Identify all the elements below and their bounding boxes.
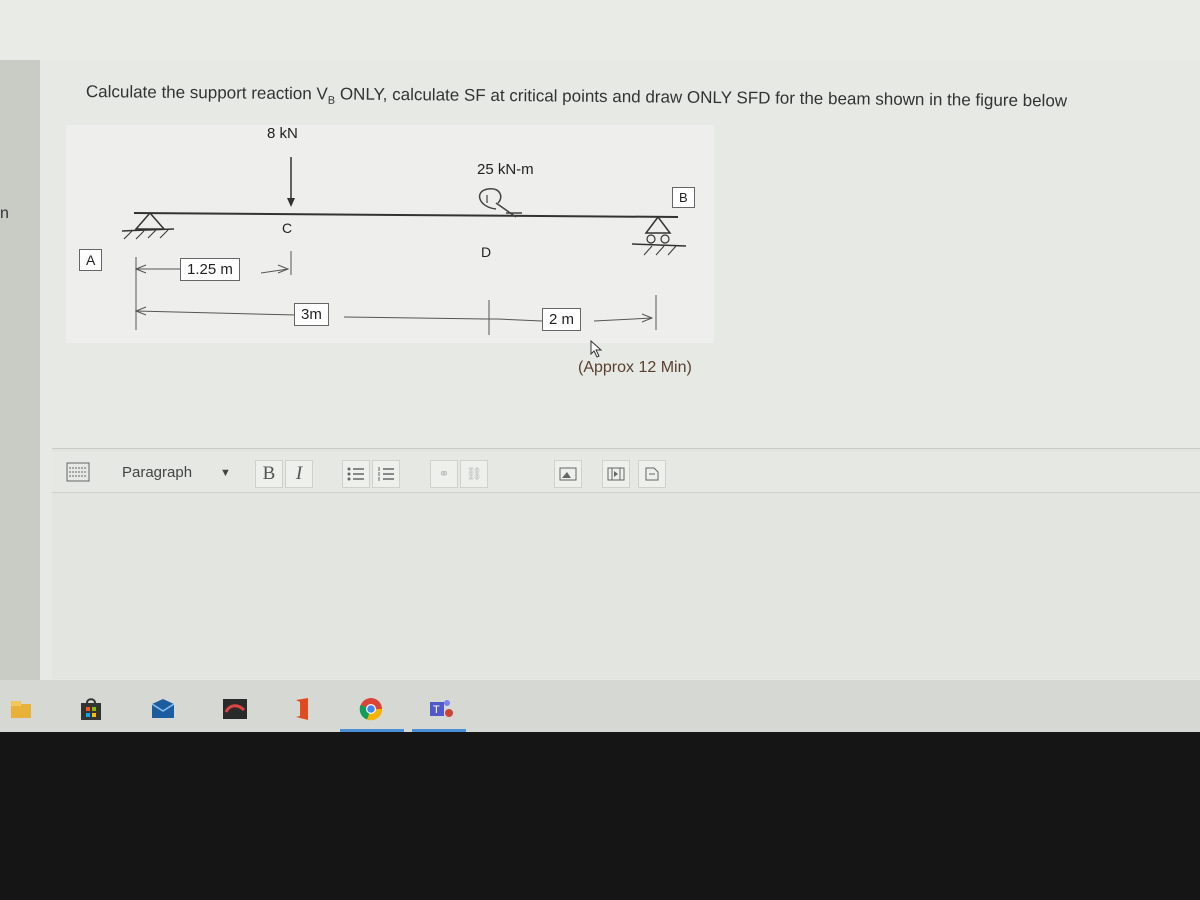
beam-diagram xyxy=(66,125,714,343)
numbered-list-button[interactable] xyxy=(372,460,400,488)
link-icon: ⚭ xyxy=(438,466,450,481)
bezel xyxy=(0,732,1200,900)
question-text-before: Calculate the support reaction V xyxy=(85,82,328,104)
load-label: 8 kN xyxy=(267,125,298,142)
bullet-list-icon xyxy=(347,466,365,482)
left-strip xyxy=(0,60,40,680)
mouse-cursor-icon xyxy=(590,340,604,358)
dimension-2-label: 3m xyxy=(294,303,329,326)
insert-file-button[interactable] xyxy=(638,460,666,488)
link-button[interactable] xyxy=(430,460,458,488)
point-c-label: C xyxy=(282,220,293,236)
dimension-3-label: 2 m xyxy=(542,308,581,331)
editor-text-area[interactable] xyxy=(52,493,1200,678)
bold-button[interactable]: B xyxy=(255,460,283,488)
question-subscript: B xyxy=(327,94,336,107)
taskbar xyxy=(0,680,1200,732)
beam-line xyxy=(134,213,678,217)
chrome-icon[interactable] xyxy=(358,696,384,722)
point-load-arrow xyxy=(287,157,295,207)
point-b-label: B xyxy=(672,187,695,208)
approx-time-text: (Approx 12 Min) xyxy=(578,359,692,376)
point-a-label: A xyxy=(79,249,102,271)
numbered-list-icon xyxy=(377,466,395,482)
insert-media-button[interactable] xyxy=(602,460,630,488)
pin-support-a xyxy=(122,213,174,239)
point-d-label: D xyxy=(481,244,492,260)
office-icon[interactable] xyxy=(290,696,316,722)
top-area xyxy=(0,0,1200,61)
dimension-1-label: 1.25 m xyxy=(180,258,240,281)
image-icon xyxy=(559,467,577,481)
beam-figure xyxy=(66,125,714,343)
svg-text:T: T xyxy=(433,704,440,716)
game-app-icon[interactable] xyxy=(222,696,248,722)
insert-image-button[interactable] xyxy=(554,460,582,488)
chevron-down-icon[interactable]: ▼ xyxy=(220,467,231,479)
teams-icon[interactable] xyxy=(428,696,454,722)
moment-label: 25 kN-m xyxy=(477,161,534,178)
block-format-select[interactable]: Paragraph xyxy=(122,464,193,481)
editor-toolbar xyxy=(52,452,1200,493)
file-explorer-icon[interactable] xyxy=(8,696,34,722)
file-icon xyxy=(644,466,660,482)
unlink-icon: ⛓ xyxy=(465,466,483,481)
moment-symbol xyxy=(480,189,522,217)
bullet-list-button[interactable] xyxy=(342,460,370,488)
italic-button[interactable]: I xyxy=(285,460,313,488)
store-icon[interactable] xyxy=(78,696,104,722)
question-text-after: ONLY, calculate SF at critical points and draw ONLY SFD for the beam shown in the figure below xyxy=(335,84,1068,111)
left-fragment-text: n xyxy=(0,205,9,222)
roller-support-b xyxy=(632,217,686,255)
media-icon xyxy=(607,467,625,481)
mail-icon[interactable] xyxy=(150,696,176,722)
unlink-button[interactable] xyxy=(460,460,488,488)
toolbar-toggle-icon[interactable] xyxy=(66,462,90,482)
